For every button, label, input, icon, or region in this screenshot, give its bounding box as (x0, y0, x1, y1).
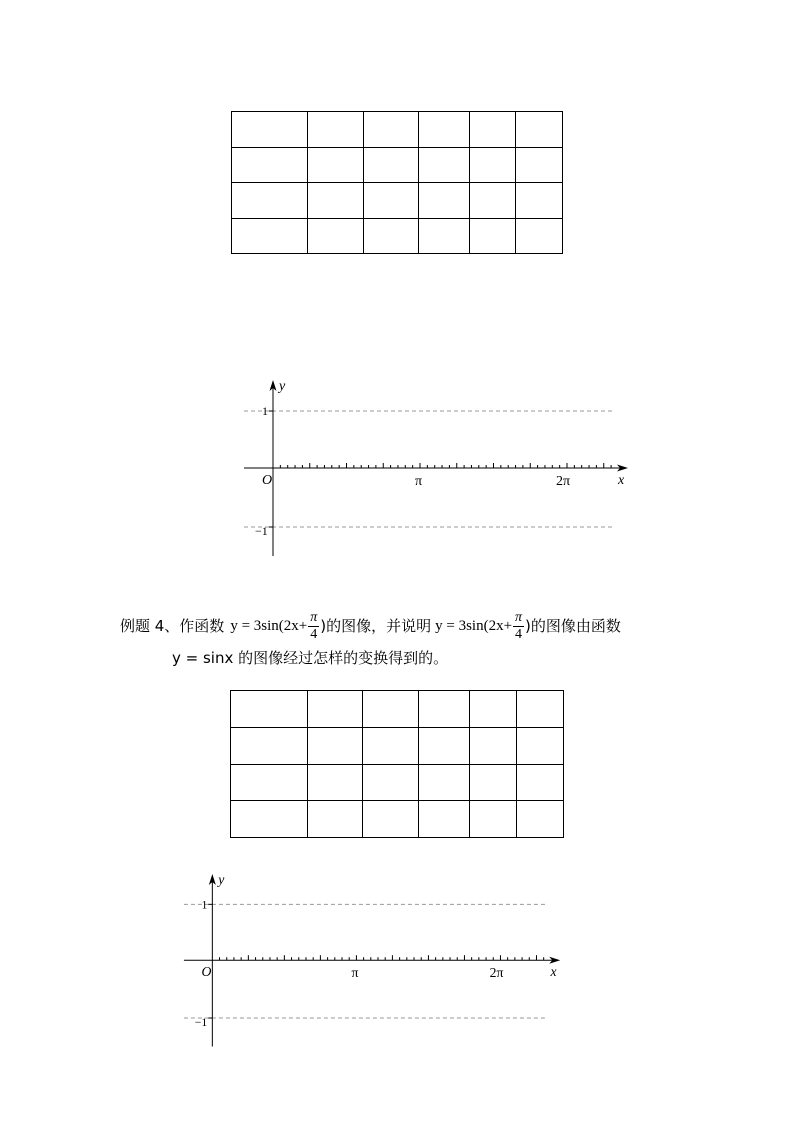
y-tick-label-1: 1 (262, 404, 268, 418)
table-cell (470, 183, 516, 219)
blank-table-2 (230, 690, 564, 838)
problem-end-text: )的图像由函数 (525, 616, 621, 635)
table-cell (231, 801, 308, 838)
fraction-pi-over-4-b (513, 611, 524, 642)
fraction-denominator: 4 (515, 626, 523, 642)
table-row (232, 147, 563, 183)
coordinate-graph-1 (240, 378, 640, 560)
y-tick-label-neg-1: −1 (194, 1015, 208, 1029)
y-tick-label-1: 1 (201, 898, 208, 912)
table-cell (362, 764, 419, 801)
x-tick-label-2pi: 2π (489, 964, 504, 980)
table-cell (517, 764, 564, 801)
table-row (231, 801, 564, 838)
table-cell (307, 764, 362, 801)
table-cell (517, 801, 564, 838)
fraction-pi-over-4-a (308, 611, 319, 642)
table-cell (307, 801, 362, 838)
table-row (232, 218, 563, 254)
table-cell (516, 147, 563, 183)
table-cell (363, 112, 419, 148)
table-cell (307, 691, 362, 728)
table-cell (362, 801, 419, 838)
table-cell (516, 218, 563, 254)
table-cell (232, 183, 308, 219)
table-cell (362, 691, 419, 728)
table-cell (419, 112, 470, 148)
table-cell (307, 218, 363, 254)
table-cell (419, 147, 470, 183)
table-cell (363, 147, 419, 183)
table-cell (363, 183, 419, 219)
table-cell (470, 147, 516, 183)
problem-middle-text: )的图像，并说明 (320, 616, 432, 635)
fraction-numerator: π (515, 609, 523, 625)
table-cell (307, 147, 363, 183)
origin-label: O (262, 473, 273, 488)
table-row (231, 727, 564, 764)
table-cell (231, 691, 308, 728)
table-cell (362, 727, 419, 764)
table-cell (419, 183, 470, 219)
blank-table-1 (231, 111, 563, 254)
table-row (231, 691, 564, 728)
coordinate-graph-2 (180, 872, 560, 1036)
table-cell (419, 727, 470, 764)
table-cell (232, 218, 308, 254)
table-row (231, 764, 564, 801)
table-cell (516, 183, 563, 219)
table-cell (470, 727, 517, 764)
x-axis-label: x (550, 963, 557, 979)
table-cell (517, 691, 564, 728)
y-tick-label-neg-1: −1 (255, 524, 268, 538)
x-tick-label-2pi: 2π (556, 474, 571, 489)
table-cell (307, 112, 363, 148)
x-tick-label-pi: π (351, 964, 359, 980)
y-axis-label: y (218, 871, 225, 887)
table-cell (470, 218, 516, 254)
fraction-numerator: π (310, 609, 318, 625)
fraction-denominator: 4 (310, 626, 318, 642)
origin-label: O (201, 963, 212, 979)
table-cell (470, 801, 517, 838)
table-cell (419, 218, 470, 254)
table-cell (470, 691, 517, 728)
table-cell (470, 112, 516, 148)
problem-line-2: y = sinx 的图像经过怎样的变换得到的。 (172, 649, 449, 667)
table-cell (232, 112, 308, 148)
table-cell (419, 691, 470, 728)
table-cell (419, 801, 470, 838)
x-tick-label-pi: π (415, 474, 423, 489)
table-cell (363, 218, 419, 254)
table-cell (232, 147, 308, 183)
function-expression-left-1: y = 3sin(2x+ (230, 617, 308, 634)
problem-prefix: 例题 4、作函数 (120, 616, 225, 635)
y-axis-label: y (279, 379, 286, 394)
function-expression-left-2: y = 3sin(2x+ (435, 617, 513, 634)
x-axis-label: x (618, 473, 625, 488)
table-cell (231, 764, 308, 801)
table-row (232, 112, 563, 148)
table-row (232, 183, 563, 219)
table-cell (517, 727, 564, 764)
table-cell (419, 764, 470, 801)
table-cell (231, 727, 308, 764)
table-cell (307, 183, 363, 219)
table-cell (470, 764, 517, 801)
table-cell (516, 112, 563, 148)
table-cell (307, 727, 362, 764)
